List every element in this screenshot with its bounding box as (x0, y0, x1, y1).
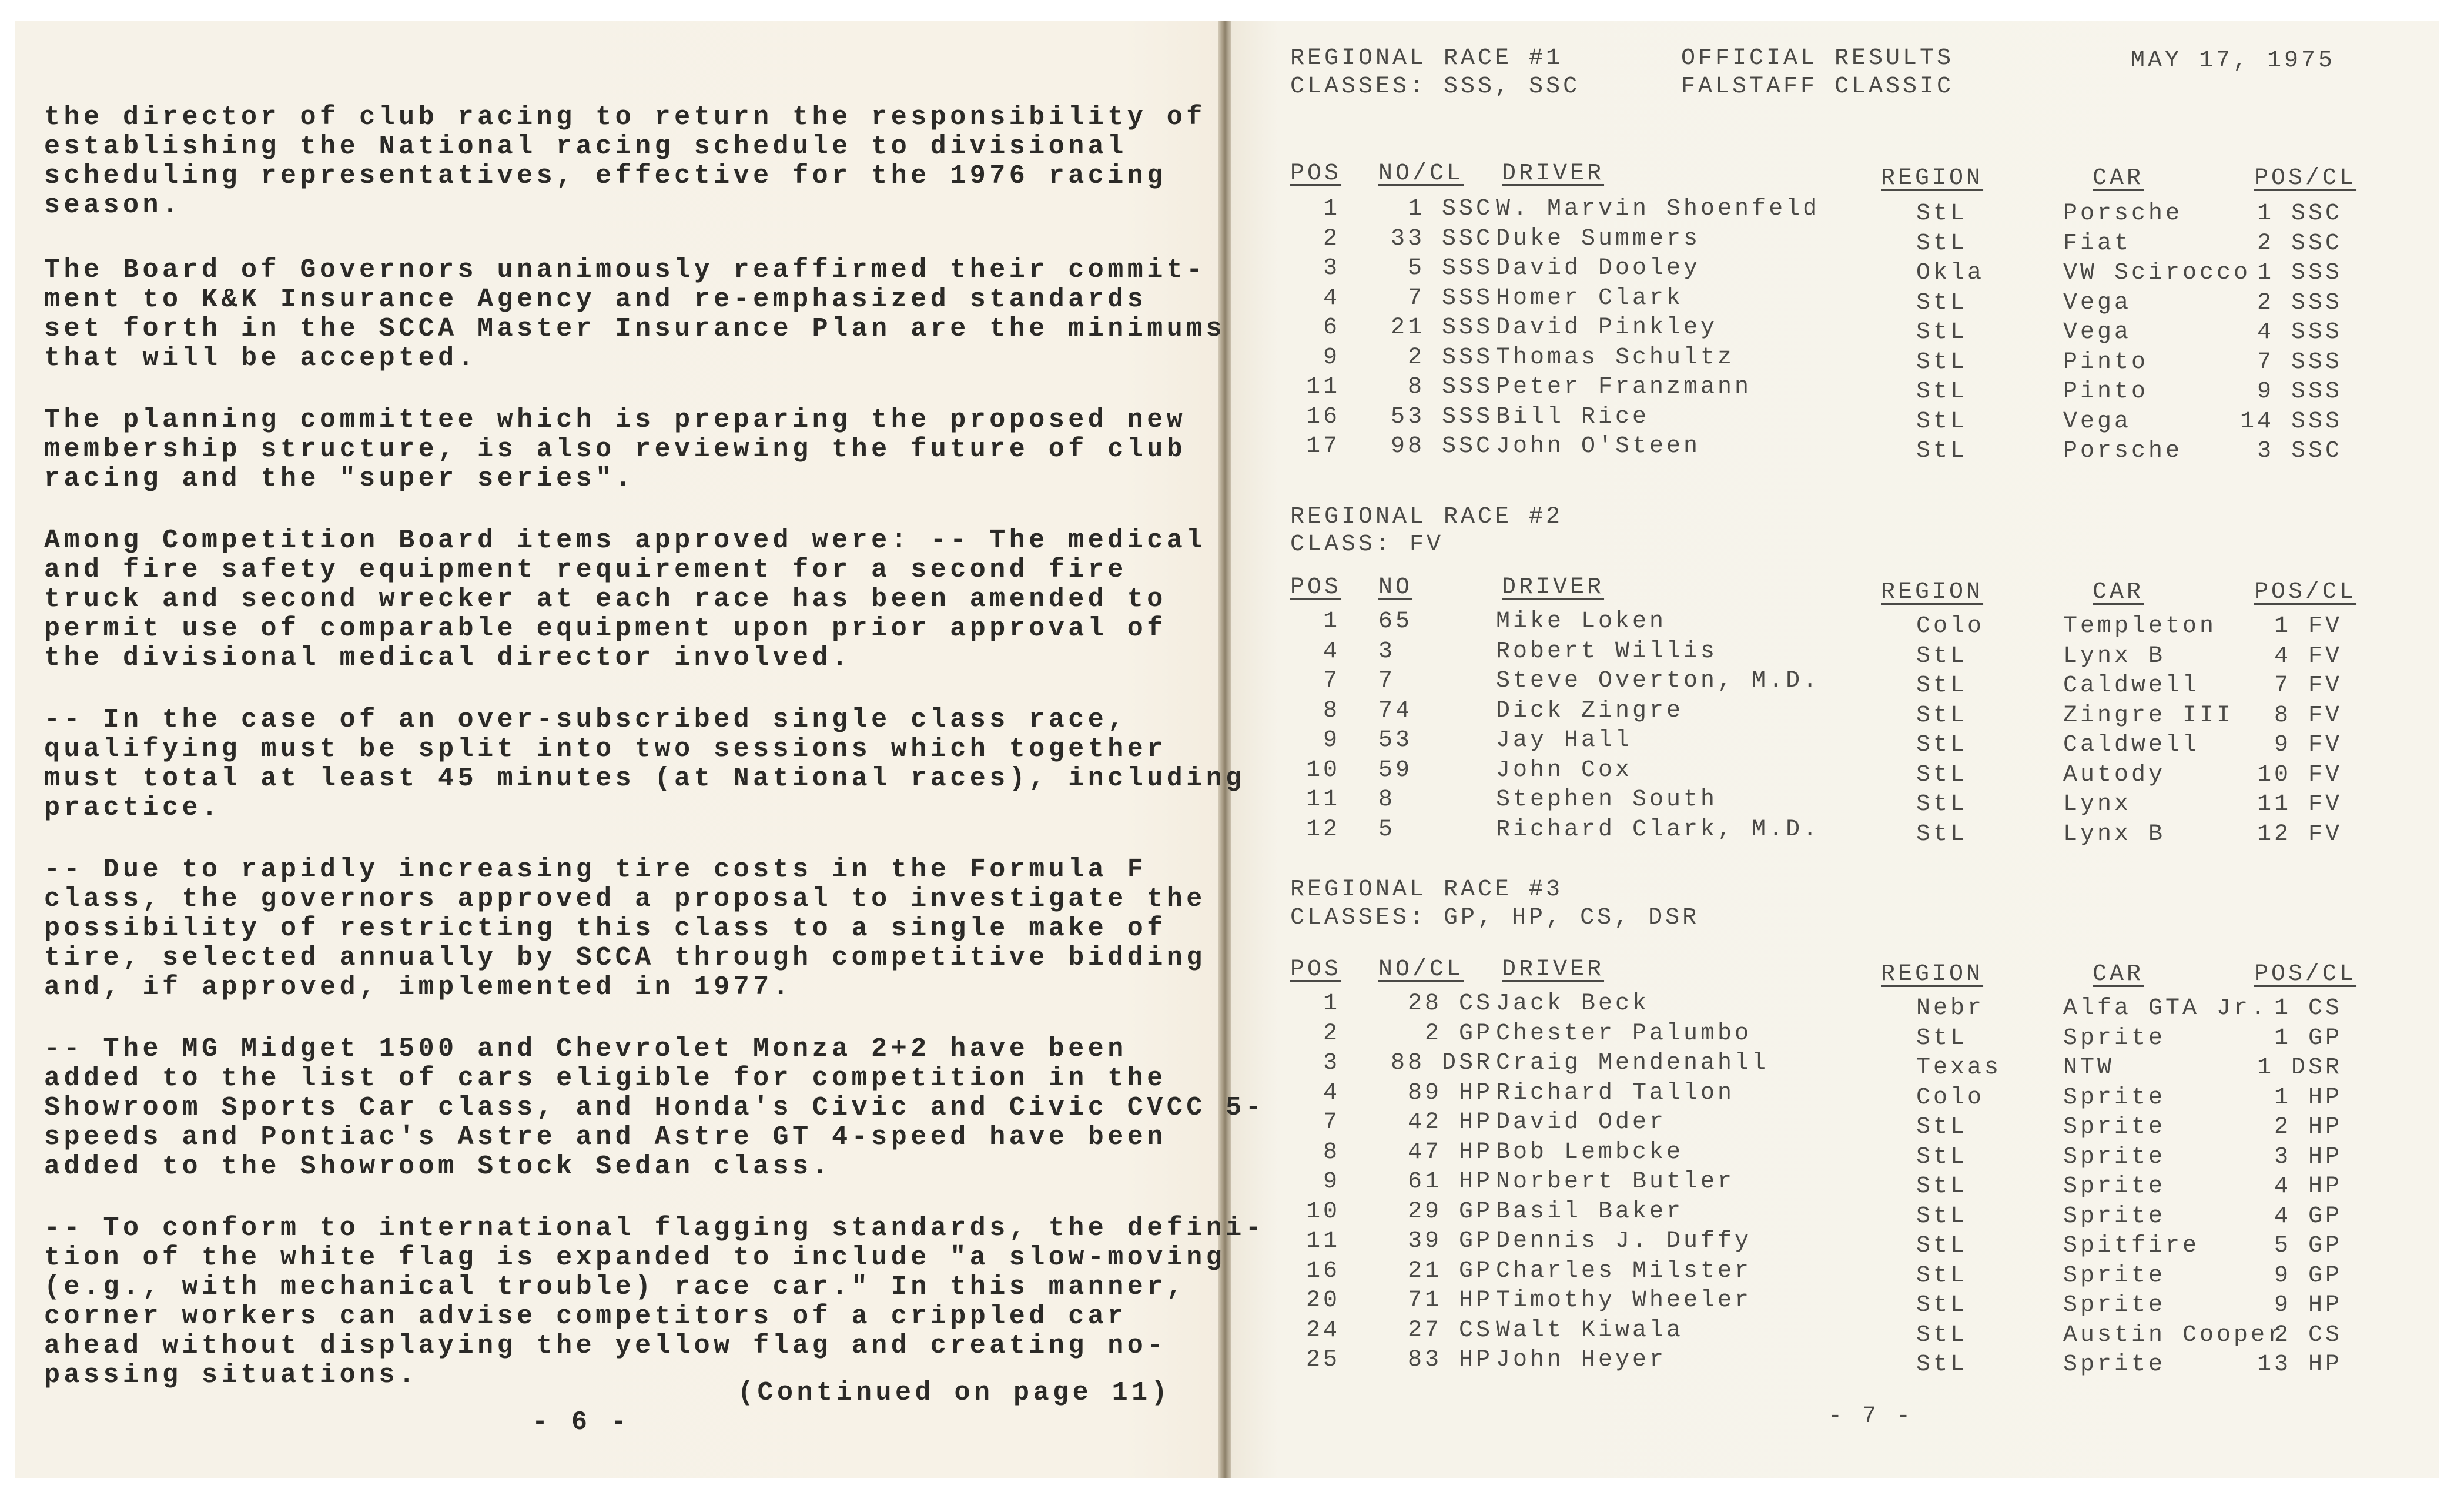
driver-cell: Steve Overton, M.D. (1496, 668, 1820, 694)
text-line: tire, selected annually by SCCA through competitive bidding (44, 943, 1206, 973)
region-cell: StL (1916, 1025, 1968, 1052)
text-line: tion of the white flag is expanded to include "a slow-moving (44, 1243, 1226, 1273)
class-position-cell: 3 SSC (2257, 438, 2342, 464)
number-class-cell: 2 SSS (1407, 344, 1493, 371)
text-line: and, if approved, implemented in 1977. (44, 972, 793, 1002)
number-cell: 3 (1378, 638, 1396, 665)
text-line: set forth in the SCCA Master Insurance Plan are the minimums (44, 314, 1226, 344)
page-number-right: - 7 - (1828, 1403, 1914, 1430)
pos-cell: 12 (1305, 816, 1340, 843)
number-class-cell: 53 SSS (1390, 403, 1493, 430)
text-line: possibility of restricting this class to a single make of (44, 914, 1167, 943)
class-position-cell: 1 DSR (2257, 1055, 2342, 1081)
pos-cell: 11 (1305, 374, 1340, 400)
car-cell: Zingre III (2063, 702, 2234, 729)
car-cell: Porsche (2063, 438, 2183, 464)
car-cell: VW Scirocco (2063, 260, 2251, 286)
class-position-cell: 4 SSS (2257, 319, 2342, 346)
text-line: establishing the National racing schedule to divisional (44, 132, 1127, 162)
class-position-cell: 4 GP (2274, 1203, 2342, 1230)
class-position-cell: 7 SSS (2257, 349, 2342, 376)
class-position-cell: 8 FV (2274, 702, 2342, 729)
region-cell: Okla (1916, 260, 1985, 286)
race1-classes: CLASSES: SSS, SSC (1290, 73, 1581, 100)
pos-cell: 3 (1323, 255, 1340, 282)
region-cell: Nebr (1916, 995, 1985, 1022)
number-class-cell: 21 SSS (1390, 314, 1493, 341)
number-class-cell: 71 HP (1407, 1287, 1493, 1314)
text-line: scheduling representatives, effective for the 1976 racing (44, 161, 1167, 191)
region-cell: StL (1916, 1351, 1968, 1378)
text-line: -- Due to rapidly increasing tire costs in the Formula F (44, 855, 1147, 885)
region-cell: Texas (1916, 1055, 2002, 1081)
page-number-left: - 6 - (532, 1407, 631, 1437)
region-cell: StL (1916, 349, 1968, 376)
driver-cell: Jack Beck (1496, 991, 1650, 1017)
driver-cell: Norbert Butler (1496, 1169, 1735, 1195)
pos-cell: 8 (1323, 697, 1340, 724)
driver-cell: Duke Summers (1496, 225, 1701, 252)
number-class-cell: 42 HP (1407, 1109, 1493, 1136)
car-cell: Vega (2063, 408, 2132, 435)
race1-col-header: POS (1290, 160, 1342, 187)
driver-cell: John Heyer (1496, 1347, 1667, 1373)
driver-cell: Basil Baker (1496, 1198, 1684, 1225)
class-position-cell: 2 HP (2274, 1114, 2342, 1140)
car-cell: Sprite (2063, 1262, 2166, 1289)
pos-cell: 10 (1305, 1198, 1340, 1225)
class-position-cell: 11 FV (2257, 791, 2342, 818)
text-line: class, the governors approved a proposal to investigate the (44, 884, 1206, 914)
race1-col-header: NO/CL (1378, 160, 1464, 187)
race2-col-header: CAR (2093, 579, 2144, 605)
driver-cell: Craig Mendenahll (1496, 1050, 1769, 1076)
race3-col-header: POS (1290, 956, 1342, 983)
class-position-cell: 9 GP (2274, 1262, 2342, 1289)
number-class-cell: 1 SSC (1407, 196, 1493, 222)
pos-cell: 11 (1305, 787, 1340, 813)
region-cell: StL (1916, 438, 1968, 464)
race1-col-header: POS/CL (2254, 165, 2357, 192)
class-position-cell: 9 SSS (2257, 379, 2342, 405)
car-cell: Sprite (2063, 1025, 2166, 1052)
region-cell: StL (1916, 1203, 1968, 1230)
number-class-cell: 5 SSS (1407, 255, 1493, 282)
number-cell: 74 (1378, 697, 1413, 724)
official-results-label: OFFICIAL RESULTS (1681, 45, 1954, 72)
race1-col-header: REGION (1881, 165, 1984, 192)
text-line: The planning committee which is preparing the proposed new (44, 405, 1187, 435)
class-position-cell: 1 SSS (2257, 260, 2342, 286)
race2-col-header: DRIVER (1502, 574, 1605, 601)
pos-cell: 8 (1323, 1139, 1340, 1166)
number-class-cell: 88 DSR (1390, 1050, 1493, 1076)
car-cell: Vega (2063, 319, 2132, 346)
class-position-cell: 12 FV (2257, 821, 2342, 848)
race3-col-header: CAR (2093, 961, 2144, 988)
text-line: added to the list of cars eligible for competition in the (44, 1063, 1167, 1093)
car-cell: Sprite (2063, 1143, 2166, 1170)
race2-col-header: POS/CL (2254, 579, 2357, 605)
class-position-cell: 9 HP (2274, 1292, 2342, 1319)
pos-cell: 1 (1323, 608, 1340, 635)
number-cell: 8 (1378, 787, 1396, 813)
race2-classes: CLASS: FV (1290, 531, 1444, 558)
pos-cell: 3 (1323, 1050, 1340, 1076)
driver-cell: Chester Palumbo (1496, 1020, 1752, 1047)
text-line: The Board of Governors unanimously reaffirmed their commit- (44, 255, 1206, 285)
pos-cell: 16 (1305, 403, 1340, 430)
text-line: truck and second wrecker at each race has been amended to (44, 584, 1167, 614)
class-position-cell: 2 CS (2274, 1321, 2342, 1349)
car-cell: Autody (2063, 761, 2166, 788)
pos-cell: 24 (1305, 1317, 1340, 1344)
number-class-cell: 28 CS (1407, 991, 1493, 1017)
car-cell: Pinto (2063, 349, 2149, 376)
pos-cell: 4 (1323, 285, 1340, 312)
car-cell: Caldwell (2063, 672, 2200, 699)
race3-col-header: REGION (1881, 961, 1984, 988)
text-line: practice. (44, 793, 222, 823)
class-position-cell: 1 SSC (2257, 200, 2342, 227)
pos-cell: 2 (1323, 1020, 1340, 1047)
pos-cell: 10 (1305, 757, 1340, 784)
class-position-cell: 4 HP (2274, 1173, 2342, 1200)
driver-cell: John Cox (1496, 757, 1633, 784)
text-line: racing and the "super series". (44, 464, 635, 494)
number-class-cell: 83 HP (1407, 1347, 1493, 1373)
text-line: corner workers can advise competitors of a crippled car (44, 1301, 1127, 1331)
pos-cell: 9 (1323, 1169, 1340, 1195)
race1-col-header: CAR (2093, 165, 2144, 192)
class-position-cell: 2 SSS (2257, 289, 2342, 316)
driver-cell: Dennis J. Duffy (1496, 1228, 1752, 1254)
region-cell: StL (1916, 319, 1968, 346)
race3-title: REGIONAL RACE #3 (1290, 876, 1564, 903)
region-cell: StL (1916, 761, 1968, 788)
text-line: season. (44, 190, 182, 220)
text-line: permit use of comparable equipment upon prior approval of (44, 614, 1167, 644)
race2-title: REGIONAL RACE #2 (1290, 504, 1564, 530)
region-cell: StL (1916, 1233, 1968, 1259)
driver-cell: Richard Tallon (1496, 1079, 1735, 1106)
region-cell: StL (1916, 230, 1968, 257)
region-cell: StL (1916, 289, 1968, 316)
number-class-cell: 61 HP (1407, 1169, 1493, 1195)
race3-col-header: NO/CL (1378, 956, 1464, 983)
race1-col-header: DRIVER (1502, 160, 1605, 187)
pos-cell: 4 (1323, 638, 1340, 665)
race3-col-header: DRIVER (1502, 956, 1605, 983)
car-cell: Caldwell (2063, 732, 2200, 758)
text-line: speeds and Pontiac's Astre and Astre GT 4-speed have been (44, 1122, 1167, 1152)
driver-cell: Peter Franzmann (1496, 374, 1752, 400)
continued-note: (Continued on page 11) (738, 1378, 1171, 1408)
driver-cell: Jay Hall (1496, 727, 1633, 754)
driver-cell: Timothy Wheeler (1496, 1287, 1752, 1314)
text-line: that will be accepted. (44, 343, 478, 373)
driver-cell: Dick Zingre (1496, 697, 1684, 724)
pos-cell: 17 (1305, 433, 1340, 460)
driver-cell: David Oder (1496, 1109, 1667, 1136)
number-class-cell: 21 GP (1407, 1257, 1493, 1284)
text-line: added to the Showroom Stock Sedan class. (44, 1152, 832, 1182)
pos-cell: 11 (1305, 1228, 1340, 1254)
number-cell: 65 (1378, 608, 1413, 635)
car-cell: Lynx (2063, 791, 2132, 818)
region-cell: StL (1916, 702, 1968, 729)
driver-cell: Thomas Schultz (1496, 344, 1735, 371)
race2-col-header: REGION (1881, 579, 1984, 605)
number-cell: 5 (1378, 816, 1396, 843)
number-class-cell: 98 SSC (1390, 433, 1493, 460)
text-line: Among Competition Board items approved were: -- The medical (44, 526, 1206, 556)
region-cell: Colo (1916, 1084, 1985, 1111)
pos-cell: 25 (1305, 1347, 1340, 1373)
text-line: -- To conform to international flagging standards, the defini- (44, 1213, 1266, 1243)
race2-col-header: NO (1378, 574, 1413, 601)
car-cell: Porsche (2063, 200, 2183, 227)
car-cell: Sprite (2063, 1173, 2166, 1200)
text-line: Showroom Sports Car class, and Honda's Civic and Civic CVCC 5- (44, 1093, 1266, 1123)
class-position-cell: 7 FV (2274, 672, 2342, 699)
car-cell: Austin Cooper (2063, 1321, 2285, 1349)
car-cell: Lynx B (2063, 821, 2166, 848)
driver-cell: David Dooley (1496, 255, 1701, 282)
race1-title: REGIONAL RACE #1 (1290, 45, 1564, 72)
driver-cell: Stephen South (1496, 787, 1718, 813)
car-cell: Pinto (2063, 379, 2149, 405)
number-class-cell: 39 GP (1407, 1228, 1493, 1254)
text-line: the director of club racing to return the responsibility of (44, 102, 1206, 132)
text-line: passing situations. (44, 1360, 419, 1390)
class-position-cell: 1 HP (2274, 1084, 2342, 1111)
car-cell: NTW (2063, 1055, 2115, 1081)
pos-cell: 9 (1323, 344, 1340, 371)
driver-cell: Bill Rice (1496, 403, 1650, 430)
car-cell: Sprite (2063, 1114, 2166, 1140)
number-class-cell: 27 CS (1407, 1317, 1493, 1344)
car-cell: Templeton (2063, 613, 2217, 640)
car-cell: Alfa GTA Jr. (2063, 995, 2268, 1022)
class-position-cell: 10 FV (2257, 761, 2342, 788)
region-cell: StL (1916, 821, 1968, 848)
car-cell: Spitfire (2063, 1233, 2200, 1259)
driver-cell: Charles Milster (1496, 1257, 1752, 1284)
class-position-cell: 14 SSS (2239, 408, 2342, 435)
driver-cell: W. Marvin Shoenfeld (1496, 196, 1820, 222)
text-line: ahead without displaying the yellow flag and creating no- (44, 1331, 1167, 1361)
driver-cell: Walt Kiwala (1496, 1317, 1684, 1344)
pos-cell: 1 (1323, 196, 1340, 222)
text-line: -- In the case of an over-subscribed single class race, (44, 705, 1127, 735)
region-cell: StL (1916, 408, 1968, 435)
number-class-cell: 33 SSC (1390, 225, 1493, 252)
text-line: must total at least 45 minutes (at National races), including (44, 764, 1246, 794)
region-cell: StL (1916, 1292, 1968, 1319)
car-cell: Vega (2063, 289, 2132, 316)
number-cell: 59 (1378, 757, 1413, 784)
race3-col-header: POS/CL (2254, 961, 2357, 988)
region-cell: StL (1916, 1143, 1968, 1170)
pos-cell: 2 (1323, 225, 1340, 252)
region-cell: StL (1916, 643, 1968, 670)
driver-cell: Homer Clark (1496, 285, 1684, 312)
region-cell: StL (1916, 1114, 1968, 1140)
class-position-cell: 1 FV (2274, 613, 2342, 640)
region-cell: StL (1916, 379, 1968, 405)
race3-classes: CLASSES: GP, HP, CS, DSR (1290, 905, 1700, 931)
text-line: (e.g., with mechanical trouble) race car." In this manner, (44, 1272, 1187, 1302)
class-position-cell: 13 HP (2257, 1351, 2342, 1378)
car-cell: Sprite (2063, 1351, 2166, 1378)
pos-cell: 9 (1323, 727, 1340, 754)
driver-cell: Mike Loken (1496, 608, 1667, 635)
car-cell: Sprite (2063, 1203, 2166, 1230)
pos-cell: 6 (1323, 314, 1340, 341)
number-class-cell: 47 HP (1407, 1139, 1493, 1166)
car-cell: Sprite (2063, 1292, 2166, 1319)
number-class-cell: 2 GP (1424, 1020, 1493, 1047)
number-class-cell: 29 GP (1407, 1198, 1493, 1225)
region-cell: StL (1916, 672, 1968, 699)
region-cell: StL (1916, 1321, 1968, 1349)
number-class-cell: 8 SSS (1407, 374, 1493, 400)
driver-cell: David Pinkley (1496, 314, 1718, 341)
pos-cell: 4 (1323, 1079, 1340, 1106)
pos-cell: 7 (1323, 668, 1340, 694)
region-cell: StL (1916, 791, 1968, 818)
text-line: ment to K&K Insurance Agency and re-emphasized standards (44, 285, 1147, 314)
pos-cell: 1 (1323, 991, 1340, 1017)
class-position-cell: 9 FV (2274, 732, 2342, 758)
number-cell: 53 (1378, 727, 1413, 754)
number-class-cell: 89 HP (1407, 1079, 1493, 1106)
class-position-cell: 4 FV (2274, 643, 2342, 670)
car-cell: Fiat (2063, 230, 2132, 257)
class-position-cell: 2 SSC (2257, 230, 2342, 257)
text-line: the divisional medical director involved. (44, 643, 852, 673)
number-cell: 7 (1378, 668, 1396, 694)
text-line: membership structure, is also reviewing the future of club (44, 434, 1187, 464)
region-cell: StL (1916, 200, 1968, 227)
pos-cell: 20 (1305, 1287, 1340, 1314)
class-position-cell: 1 GP (2274, 1025, 2342, 1052)
region-cell: StL (1916, 1173, 1968, 1200)
number-class-cell: 7 SSS (1407, 285, 1493, 312)
driver-cell: John O'Steen (1496, 433, 1701, 460)
car-cell: Sprite (2063, 1084, 2166, 1111)
driver-cell: Robert Willis (1496, 638, 1718, 665)
driver-cell: Richard Clark, M.D. (1496, 816, 1820, 843)
race2-col-header: POS (1290, 574, 1342, 601)
pos-cell: 16 (1305, 1257, 1340, 1284)
region-cell: StL (1916, 732, 1968, 758)
region-cell: StL (1916, 1262, 1968, 1289)
pos-cell: 7 (1323, 1109, 1340, 1136)
class-position-cell: 5 GP (2274, 1233, 2342, 1259)
text-line: qualifying must be split into two sessions which together (44, 734, 1167, 764)
text-line: and fire safety equipment requirement for a second fire (44, 555, 1127, 585)
text-line: -- The MG Midget 1500 and Chevrolet Monza 2+2 have been (44, 1034, 1127, 1064)
driver-cell: Bob Lembcke (1496, 1139, 1684, 1166)
region-cell: Colo (1916, 613, 1985, 640)
car-cell: Lynx B (2063, 643, 2166, 670)
class-position-cell: 3 HP (2274, 1143, 2342, 1170)
event-name: FALSTAFF CLASSIC (1681, 73, 1954, 100)
event-date: MAY 17, 1975 (2131, 48, 2336, 74)
class-position-cell: 1 CS (2274, 995, 2342, 1022)
